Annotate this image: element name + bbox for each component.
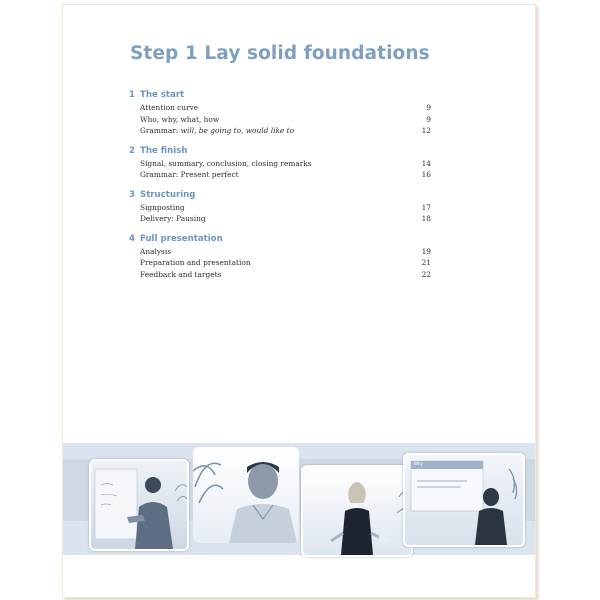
toc-entry (129, 169, 431, 181)
section-title: Full presentation (140, 233, 223, 244)
section-number: 1 (129, 90, 135, 100)
toc-section-2 (129, 144, 431, 181)
toc-entry (129, 269, 431, 281)
entry-text: Attention curve (140, 103, 199, 112)
toc-section-4 (129, 232, 431, 281)
section-title: The start (140, 90, 185, 100)
entry-text: Preparation and presentation (140, 258, 251, 267)
toc-section-1 (129, 88, 431, 137)
entry-page: 21 (421, 258, 431, 267)
entry-page: 22 (421, 269, 431, 279)
slide-heading: Why (414, 461, 423, 466)
section-number: 2 (129, 145, 135, 156)
section-heading (129, 188, 431, 202)
entry-text: Analysis (140, 246, 171, 256)
section-number: 3 (129, 189, 135, 200)
section-number: 4 (129, 233, 135, 244)
projection-screen-illustration (405, 455, 523, 545)
entry-page: 9 (426, 103, 431, 112)
photo-presenter-flipchart (89, 459, 189, 551)
section-heading (129, 88, 431, 102)
entry-page: 19 (421, 246, 431, 256)
entry-page: 14 (421, 158, 431, 168)
section-title: The finish (140, 145, 188, 156)
toc-entry (129, 246, 431, 258)
entry-text-part: , (194, 126, 199, 135)
entry-text-part: will (180, 126, 195, 135)
entry-text-part: , (241, 126, 246, 135)
presenter-woman-illustration (303, 467, 411, 555)
entry-text: Signal, summary, conclusion, closing remarks (140, 158, 312, 168)
toc-section-3 (129, 188, 431, 225)
toc-entry (129, 125, 431, 137)
presenter-closeup-illustration (193, 447, 299, 543)
entry-text: Grammar: Present perfect (140, 170, 239, 179)
table-of-contents (129, 88, 431, 287)
toc-entry (129, 213, 431, 225)
section-heading (129, 232, 431, 246)
entry-page: 12 (421, 126, 431, 135)
toc-entry (129, 158, 431, 170)
entry-page: 17 (421, 202, 431, 212)
photo-presenter-woman (301, 465, 413, 557)
toc-entry (129, 202, 431, 214)
book-page (62, 4, 536, 598)
toc-entry (129, 257, 431, 269)
entry-text-part: be going to (198, 126, 242, 135)
entry-text: Signposting (140, 202, 185, 212)
entry-page: 16 (421, 170, 431, 179)
entry-text-part: would like to (245, 126, 295, 135)
toc-entry (129, 102, 431, 114)
entry-page: 9 (426, 114, 431, 124)
entry-text: Delivery: Pausing (140, 214, 206, 223)
entry-text-part: Grammar: (140, 126, 181, 135)
entry-text: Who, why, what, how (140, 114, 220, 124)
presenter-flipchart-illustration (91, 461, 187, 549)
section-heading (129, 144, 431, 158)
toc-entry (129, 114, 431, 126)
page-title: Step 1 Lay solid foundations (130, 43, 430, 64)
photo-presenter-closeup (193, 447, 299, 543)
entry-page: 18 (421, 214, 431, 223)
entry-text: Feedback and targets (140, 269, 222, 279)
photo-strip (63, 443, 535, 555)
photo-presenter-screen (403, 453, 525, 547)
section-title: Structuring (140, 189, 196, 200)
